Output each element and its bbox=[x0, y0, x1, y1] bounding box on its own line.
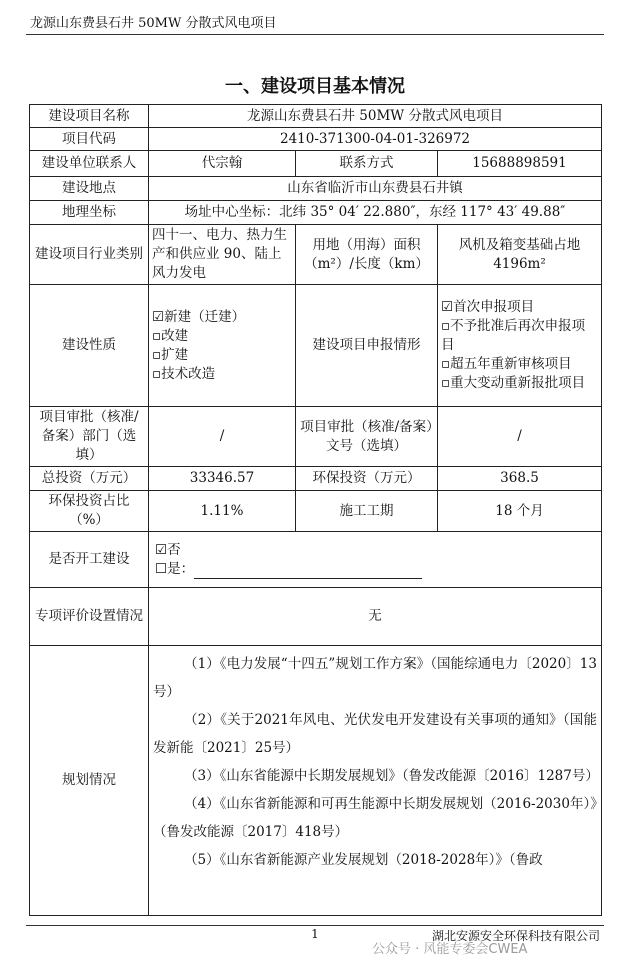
started-option-yes-row bbox=[155, 560, 598, 579]
nature-options bbox=[149, 285, 296, 407]
nature-option-expand[interactable]: ▫扩建 bbox=[152, 346, 189, 363]
industry-label: 建设项目行业类别 bbox=[30, 225, 149, 285]
planning-item: （1）《电力发展“十四五”规划工作方案》（国能综通电力〔2020〕13号） bbox=[153, 656, 597, 700]
approval-doc-value: / bbox=[438, 407, 602, 467]
planning-item: （4）《山东省新能源和可再生能源中长期发展规划（2016-2030年）》（鲁发改能源〔2017〕418号） bbox=[153, 796, 597, 840]
started-option-yes[interactable]: ☐是： bbox=[155, 560, 195, 577]
contact-method-label: 联系方式 bbox=[296, 151, 438, 177]
filing-options bbox=[438, 285, 602, 407]
project-code-label: 项目代码 bbox=[30, 128, 149, 151]
nature-option-tech[interactable]: ▫技术改造 bbox=[152, 365, 216, 382]
filing-option-major-change[interactable]: ▫重大变动重新报批项目 bbox=[441, 375, 586, 391]
total-investment-label: 总投资（万元） bbox=[30, 467, 149, 491]
watermark: 公众号 · 风能专委会CWEA bbox=[372, 942, 528, 957]
planning-item: （2）《关于2021年风电、光伏发电开发建设有关事项的通知》（国能发新能〔2021〕25号） bbox=[153, 712, 597, 756]
project-name-label: 建设项目名称 bbox=[30, 105, 149, 128]
env-ratio-value: 1.11% bbox=[149, 491, 296, 532]
contact-method-value: 15688898591 bbox=[438, 151, 602, 177]
approval-dept-label: 项目审批（核准/备案）部门（选填） bbox=[30, 407, 149, 467]
planning-label: 规划情况 bbox=[30, 646, 149, 916]
nature-label: 建设性质 bbox=[30, 285, 149, 407]
approval-doc-label: 项目审批（核准/备案）文号（选填） bbox=[296, 407, 438, 467]
filing-label: 建设项目申报情形 bbox=[296, 285, 438, 407]
env-investment-value: 368.5 bbox=[438, 467, 602, 491]
special-eval-label: 专项评价设置情况 bbox=[30, 588, 149, 646]
planning-item: （5）《山东省新能源产业发展规划（2018-2028年）》（鲁政 bbox=[184, 852, 543, 868]
construction-period-label: 施工工期 bbox=[296, 491, 438, 532]
construction-period-value: 18 个月 bbox=[438, 491, 602, 532]
started-label: 是否开工建设 bbox=[30, 532, 149, 588]
planning-item: （3）《山东省能源中长期发展规划》（鲁发改能源〔2016〕1287号） bbox=[184, 768, 599, 784]
footer-rule bbox=[26, 925, 604, 926]
project-name-value: 龙源山东费县石井 50MW 分散式风电项目 bbox=[149, 105, 602, 128]
contact-label: 建设单位联系人 bbox=[30, 151, 149, 177]
nature-option-rebuild[interactable]: ▫改建 bbox=[152, 327, 189, 344]
land-area-label: 用地（用海）面积（m²）/长度（km） bbox=[296, 225, 438, 285]
page-number: 1 bbox=[311, 927, 319, 941]
started-option-no[interactable]: ☑否 bbox=[155, 541, 181, 558]
total-investment-value: 33346.57 bbox=[149, 467, 296, 491]
contact-value: 代宗翰 bbox=[149, 151, 296, 177]
location-label: 建设地点 bbox=[30, 177, 149, 201]
coords-value: 场址中心坐标：北纬 35° 04′ 22.880″，东经 117° 43′ 49.88″ bbox=[149, 201, 602, 225]
env-ratio-label: 环保投资占比（%） bbox=[30, 491, 149, 532]
basic-info-table bbox=[29, 104, 602, 916]
special-eval-value: 无 bbox=[149, 588, 602, 646]
started-options bbox=[149, 532, 602, 588]
filing-option-resubmit[interactable]: ▫不予批准后再次申报项目 bbox=[441, 318, 586, 353]
running-header: 龙源山东费县石井 50MW 分散式风电项目 bbox=[30, 16, 277, 31]
filing-option-first[interactable]: ☑首次申报项目 bbox=[441, 299, 535, 315]
project-code-value: 2410-371300-04-01-326972 bbox=[149, 128, 602, 151]
section-title: 一、建设项目基本情况 bbox=[225, 76, 405, 97]
filing-option-five-year[interactable]: ▫超五年重新审核项目 bbox=[441, 356, 572, 372]
approval-dept-value: / bbox=[149, 407, 296, 467]
location-value: 山东省临沂市山东费县石井镇 bbox=[149, 177, 602, 201]
nature-option-new[interactable]: ☑新建（迁建） bbox=[152, 308, 246, 325]
env-investment-label: 环保投资（万元） bbox=[296, 467, 438, 491]
footer-company: 湖北安源安全环保科技有限公司 bbox=[431, 929, 600, 943]
land-area-value: 风机及箱变基础占地 4196m² bbox=[438, 225, 602, 285]
header-rule bbox=[26, 34, 604, 35]
coords-label: 地理坐标 bbox=[30, 201, 149, 225]
industry-value: 四十一、电力、热力生产和供应业 90、陆上风力发电 bbox=[149, 225, 296, 285]
planning-content bbox=[149, 646, 602, 916]
started-yes-blank-field[interactable] bbox=[194, 564, 422, 579]
